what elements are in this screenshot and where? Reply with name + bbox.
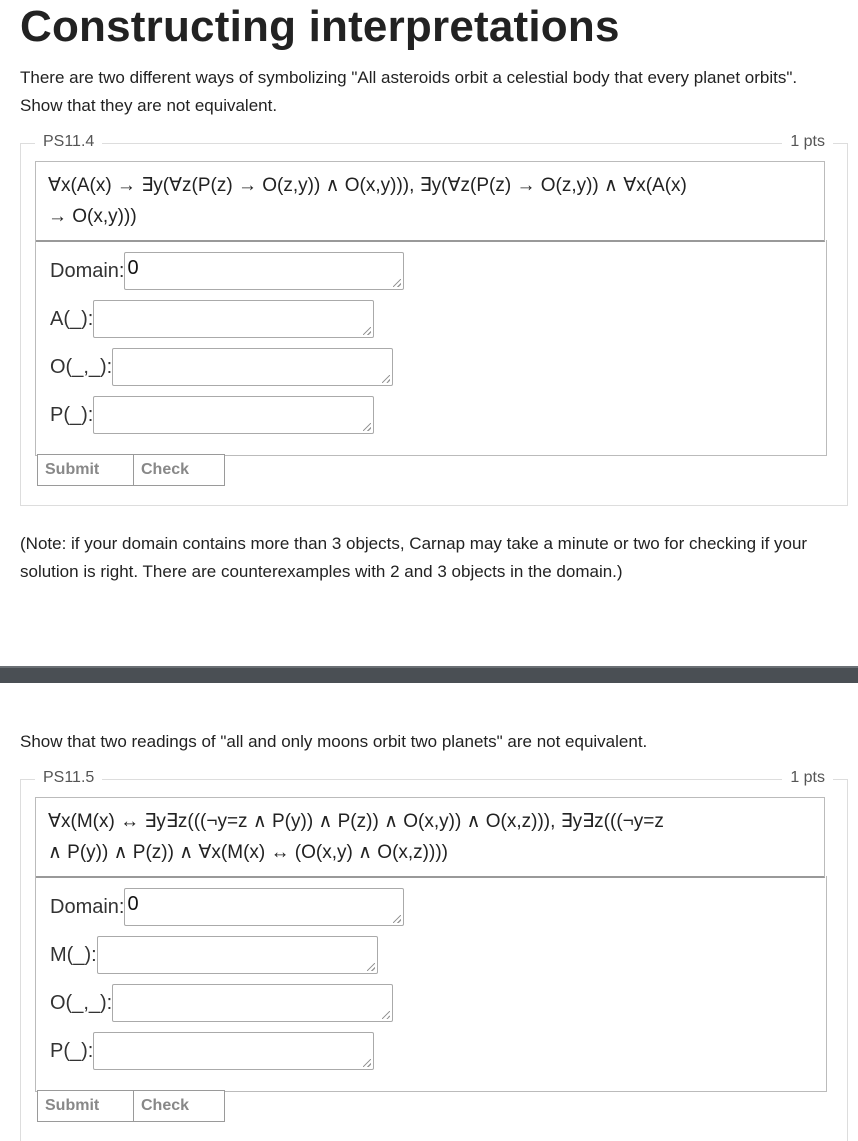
domain-row [50,888,404,926]
resize-grip-icon[interactable] [393,279,401,287]
problem-id: PS11.4 [35,133,102,151]
predicate-row-o [50,984,393,1022]
predicate-label-p: P(_): [50,1039,94,1062]
formula-line-1: ∀x(M(x) ↔ ∃y∃z(((¬y=z ∧ P(y)) ∧ P(z)) ∧ O(x,y)) ∧ O(x,z))), ∃y∃z(((¬y=z [48,811,664,832]
section-divider [0,666,858,683]
predicate-label-m: M(_): [50,943,97,966]
check-button[interactable]: Check [133,1090,225,1122]
predicate-input-p[interactable] [93,1032,374,1070]
resize-grip-icon[interactable] [363,423,371,431]
submit-button[interactable]: Submit [37,454,134,486]
problem-ps11-4 [20,133,848,506]
predicate-input-o[interactable] [112,348,393,386]
predicate-label-o: O(_,_): [50,991,113,1014]
interpretation-box [35,876,827,1092]
interpretation-box [35,240,827,456]
resize-grip-icon[interactable] [382,1011,390,1019]
formula-line-1: ∀x(A(x) → ∃y(∀z(P(z) → O(z,y)) ∧ O(x,y))), ∃y(∀z(P(z) → O(z,y)) ∧ ∀x(A(x) [48,175,687,196]
predicate-label-a: A(_): [50,307,94,330]
predicate-row-p [50,1032,374,1070]
action-buttons [37,454,225,486]
predicate-row-m [50,936,378,974]
resize-grip-icon[interactable] [382,375,390,383]
note-text: (Note: if your domain contains more than 3 objects, Carnap may take a minute or two for checking if your solution is right. There are counterexamples with 2 and 3 objects in the domain.) [20,534,808,581]
formula-line-2: → O(x,y))) [48,206,137,227]
formula-line-2: ∧ P(y)) ∧ P(z)) ∧ ∀x(M(x) ↔ (O(x,y) ∧ O(x,z)))) [48,842,448,863]
page-title: Constructing interpretations [20,2,620,51]
predicate-row-o [50,348,393,386]
predicate-input-a[interactable] [93,300,374,338]
action-buttons [37,1090,225,1122]
intro-text-2: Show that two readings of "all and only moons orbit two planets" are not equivalent. [20,732,648,751]
predicate-input-p[interactable] [93,396,374,434]
domain-input[interactable] [124,252,404,290]
resize-grip-icon[interactable] [363,327,371,335]
formula [35,797,825,878]
domain-row [50,252,404,290]
resize-grip-icon[interactable] [367,963,375,971]
problem-ps11-5 [20,769,848,1141]
problem-points: 1 pts [782,769,833,787]
predicate-input-o[interactable] [112,984,393,1022]
predicate-input-m[interactable] [97,936,378,974]
predicate-row-a [50,300,374,338]
predicate-label-p: P(_): [50,403,94,426]
resize-grip-icon[interactable] [363,1059,371,1067]
domain-value: 0 [127,257,139,279]
intro-text: There are two different ways of symbolizing "All asteroids orbit a celestial body that every planet orbits". Show that they are not equivalent. [20,68,798,115]
problem-points: 1 pts [782,133,833,151]
domain-label: Domain: [50,895,125,918]
check-button[interactable]: Check [133,454,225,486]
domain-input[interactable] [124,888,404,926]
formula [35,161,825,242]
predicate-label-o: O(_,_): [50,355,113,378]
domain-value: 0 [127,893,139,915]
domain-label: Domain: [50,259,125,282]
predicate-row-p [50,396,374,434]
problem-id: PS11.5 [35,769,102,787]
submit-button[interactable]: Submit [37,1090,134,1122]
resize-grip-icon[interactable] [393,915,401,923]
